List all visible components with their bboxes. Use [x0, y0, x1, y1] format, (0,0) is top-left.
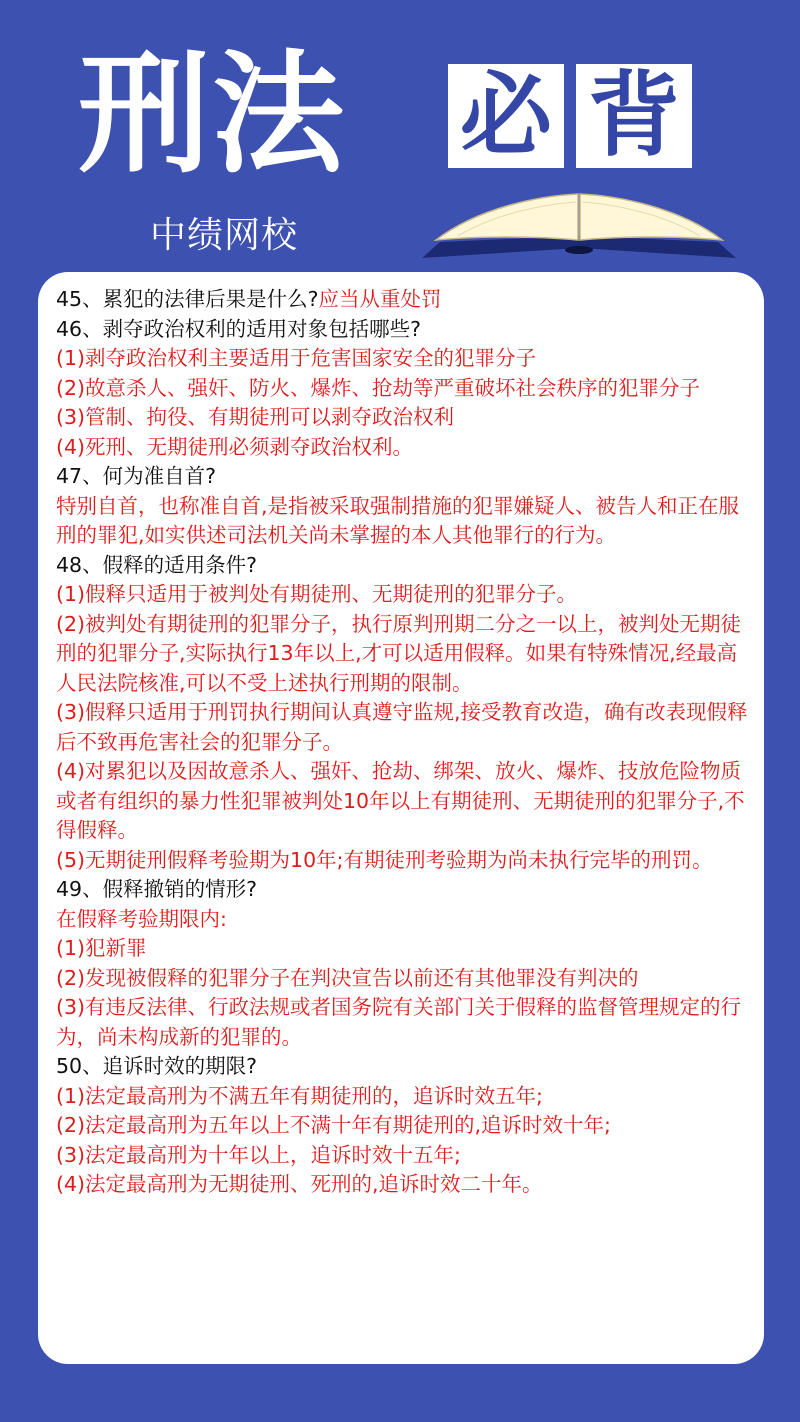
- question-text: 45、累犯的法律后果是什么?: [56, 287, 319, 311]
- answer-46-2: (2)故意杀人、强奸、防火、爆炸、抢劫等严重破坏社会秩序的犯罪分子: [56, 375, 701, 400]
- answer-50-1: (1)法定最高刑为不满五年有期徒刑的，追诉时效五年;: [56, 1083, 543, 1108]
- answer-50-3: (3)法定最高刑为十年以上，追诉时效十五年;: [56, 1142, 461, 1167]
- answer-text: 应当从重处罚: [318, 287, 442, 311]
- question-50: 50、追诉时效的期限?: [56, 1054, 257, 1078]
- answer-48-1: (1)假释只适用于被判处有期徒刑、无期徒刑的犯罪分子。: [56, 582, 578, 606]
- answer-49-3: (3)有违反法律、行政法规或者国务院有关部门关于假释的监督管理规定的行为，尚未构成新的犯罪的。: [56, 995, 742, 1049]
- title-box-bei: 背: [576, 64, 692, 168]
- answer-46-4: (4)死刑、无期徒刑必须剥夺政治权利。: [56, 434, 414, 459]
- open-book-icon: [418, 178, 740, 262]
- answer-47: 特别自首，也称准自首,是指被采取强制措施的犯罪嫌疑人、被告人和正在服刑的罪犯,如实供述司法机关尚未掌握的本人其他罪行的行为。: [56, 493, 740, 547]
- answer-50-2: (2)法定最高刑为五年以上不满十年有期徒刑的,追诉时效十年;: [56, 1113, 611, 1137]
- answer-48-5: (5)无期徒刑假释考验期为10年;有期徒刑考验期为尚未执行完毕的刑罚。: [56, 847, 713, 872]
- content-list: [56, 285, 756, 1200]
- answer-48-4: (4)对累犯以及因故意杀人、强奸、抢劫、绑架、放火、爆炸、技放危险物质或者有组织的暴力性犯罪被判处10年以上有期徒刑、无期徒刑的犯罪分子,不得假释。: [56, 759, 745, 842]
- answer-46-1: (1)剥夺政治权利主要适用于危害国家安全的犯罪分子: [56, 346, 537, 370]
- question-49: 49、假释撤销的情形?: [56, 877, 257, 901]
- answer-50-4: (4)法定最高刑为无期徒刑、死刑的,追诉时效二十年。: [56, 1172, 543, 1196]
- title-main: 刑法: [78, 38, 346, 192]
- answer-49-2: (2)发现被假释的犯罪分子在判决宣告以前还有其他罪没有判决的: [56, 965, 639, 990]
- title-box-bi: 必: [448, 64, 564, 168]
- question-45: [56, 285, 756, 315]
- question-46: 46、剥夺政治权利的适用对象包括哪些?: [56, 316, 421, 341]
- answer-48-2: (2)被判处有期徒刑的犯罪分子，执行原判刑期二分之一以上，被判处无期徒刑的犯罪分子,实际执行13年以上,才可以适用假释。如果有特殊情况,经最高人民法院核准,可以不受上述执行刑期的限制。: [56, 611, 742, 695]
- answer-49-intro: 在假释考验期限内:: [56, 906, 227, 931]
- school-name: 中绩网校: [150, 215, 299, 256]
- answer-48-3: (3)假释只适用于刑罚执行期间认真遵守监规,接受教育改造，确有改表现假释后不致再危害社会的犯罪分子。: [56, 700, 748, 754]
- question-47: 47、何为准自首?: [56, 464, 216, 488]
- answer-49-1: (1)犯新罪: [56, 936, 147, 960]
- question-48: 48、假释的适用条件?: [56, 552, 257, 577]
- answer-46-3: (3)管制、拘役、有期徒刑可以剥夺政治权利: [56, 405, 455, 429]
